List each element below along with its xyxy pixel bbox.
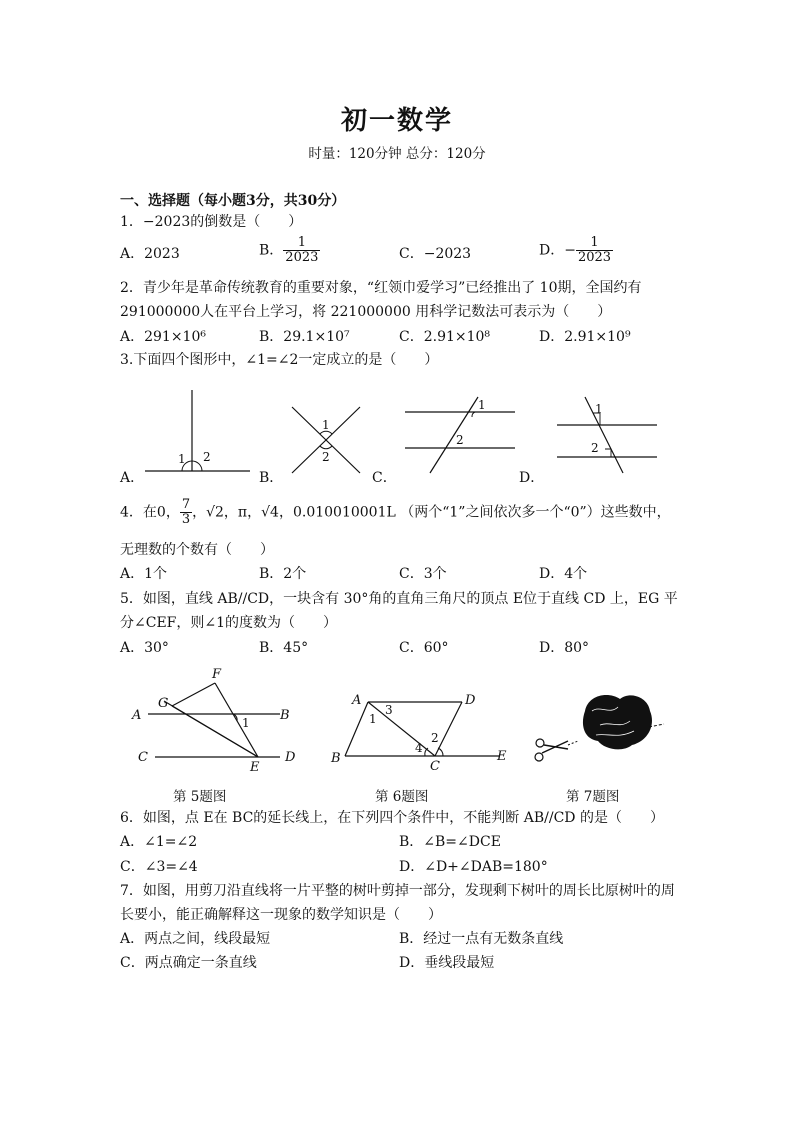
svg-text:F: F: [212, 667, 222, 682]
q7-option-d: D．垂线段最短: [399, 955, 495, 971]
q4-option-d: D．4个: [539, 566, 588, 582]
svg-text:3: 3: [385, 703, 393, 717]
exam-info: 时量：120分钟 总分：120分: [308, 146, 486, 162]
svg-text:E: E: [250, 760, 260, 775]
leaf-icon: [583, 695, 664, 749]
q3-figure-b: [290, 405, 365, 475]
figure-5: [130, 665, 300, 775]
figure-6-caption: 第 6题图: [375, 789, 429, 805]
svg-text:2: 2: [456, 433, 464, 447]
svg-text:D: D: [465, 693, 476, 708]
q1-d-denominator: 2023: [577, 250, 612, 265]
q3-option-a: A．: [120, 470, 145, 486]
figure-6: [325, 690, 515, 775]
svg-text:D: D: [285, 750, 296, 765]
svg-text:G: G: [158, 696, 169, 711]
q1-d-numerator: 1: [576, 236, 613, 251]
q4-frac-denominator: 3: [181, 512, 191, 527]
q4-line1: [120, 498, 671, 527]
q3-stem: 3.下面四个图形中，∠1=∠2一定成立的是（ ）: [120, 352, 439, 368]
q1-option-c: C．−2023: [399, 246, 472, 262]
q5-line1: 5．如图，直线 AB//CD，一块含有 30°角的直角三角尺的顶点 E位于直线 CD 上，EG 平: [120, 591, 678, 607]
q6-option-c: C．∠3=∠4: [120, 859, 198, 875]
svg-text:2: 2: [322, 450, 330, 464]
q2-option-a: A．291×10⁶: [120, 329, 206, 345]
q1-option-b: [259, 236, 320, 265]
q3-option-b: B．: [259, 470, 284, 486]
q4-frac-numerator: 7: [181, 497, 191, 512]
q2-option-c: C．2.91×10⁸: [399, 329, 491, 345]
q7-line2: 长要小，能正确解释这一现象的数学知识是（ ）: [120, 907, 442, 923]
section-heading: 一、选择题（每小题3分，共30分）: [120, 193, 346, 209]
svg-text:A: A: [352, 693, 362, 708]
q6-stem: 6．如图，点 E在 BC的延长线上，在下列四个条件中，不能判断 AB//CD 的是（ ）: [120, 810, 664, 826]
q5-option-a: A．30°: [120, 640, 169, 656]
q5-option-b: B．45°: [259, 640, 309, 656]
q1-option-b-label: B．: [259, 242, 284, 259]
q7-option-b: B．经过一点有无数条直线: [399, 931, 564, 947]
q1-option-d-label: D．−: [539, 242, 576, 259]
svg-text:1: 1: [478, 398, 486, 412]
q4-fraction: [180, 498, 192, 527]
figure-7: [530, 685, 670, 775]
figure-5-caption: 第 5题图: [173, 789, 227, 805]
q4-line1-prefix: 4．在0，: [120, 504, 180, 521]
svg-text:2: 2: [591, 441, 599, 455]
q2-line2: 291000000人在平台上学习，将 221000000 用科学记数法可表示为（ ）: [120, 304, 612, 320]
svg-text:B: B: [331, 751, 341, 766]
q4-line1-suffix: ，√2，π，√4，0.010010001L （两个“1”之间依次多一个“0”）这些数中，: [192, 504, 671, 521]
svg-text:B: B: [280, 708, 290, 723]
figure-7-caption: 第 7题图: [566, 789, 620, 805]
q2-option-d: D．2.91×10⁹: [539, 329, 631, 345]
q6-option-a: A．∠1=∠2: [120, 834, 198, 850]
q3-option-d: D．: [519, 470, 545, 486]
svg-text:1: 1: [369, 712, 377, 726]
q5-option-c: C．60°: [399, 640, 449, 656]
q4-line2: 无理数的个数有（ ）: [120, 542, 274, 558]
svg-text:1: 1: [242, 716, 250, 730]
q1-option-d: [539, 236, 613, 265]
q2-option-b: B．29.1×10⁷: [259, 329, 350, 345]
q3-figure-d: [555, 395, 660, 475]
q2-line1: 2．青少年是革命传统教育的重要对象，“红领巾爱学习”已经推出了 10期，全国约有: [120, 280, 642, 296]
q7-line1: 7．如图，用剪刀沿直线将一片平整的树叶剪掉一部分，发现剩下树叶的周长比原树叶的周: [120, 883, 675, 899]
svg-text:1: 1: [178, 452, 186, 466]
q6-option-b: B．∠B=∠DCE: [399, 834, 501, 850]
q6-option-d: D．∠D+∠DAB=180°: [399, 859, 548, 875]
q4-option-c: C．3个: [399, 566, 447, 582]
q1-option-d-fraction: [576, 236, 613, 265]
svg-text:A: A: [132, 708, 142, 723]
svg-text:C: C: [138, 750, 148, 765]
q1-b-numerator: 1: [283, 236, 320, 251]
q3-option-c: C．: [372, 470, 397, 486]
q7-option-a: A．两点之间，线段最短: [120, 931, 271, 947]
q4-option-b: B．2个: [259, 566, 307, 582]
svg-text:4: 4: [415, 741, 423, 755]
q1-option-a: A．2023: [120, 246, 180, 262]
svg-text:2: 2: [203, 450, 211, 464]
q4-option-a: A．1个: [120, 566, 168, 582]
q5-option-d: D．80°: [539, 640, 590, 656]
scissors-icon: [535, 739, 578, 761]
page-title: 初一数学: [340, 106, 453, 136]
q3-figure-a: [140, 385, 255, 475]
q3-figure-c: [400, 395, 520, 475]
q1-b-denominator: 2023: [285, 250, 319, 265]
svg-text:E: E: [497, 749, 507, 764]
q5-line2: 分∠CEF，则∠1的度数为（ ）: [120, 615, 338, 631]
svg-text:1: 1: [322, 418, 330, 432]
q7-option-c: C．两点确定一条直线: [120, 955, 257, 971]
svg-text:C: C: [430, 759, 440, 774]
q1-stem: 1．−2023的倒数是（ ）: [120, 214, 303, 230]
svg-text:2: 2: [431, 731, 439, 745]
svg-text:1: 1: [595, 402, 603, 416]
q1-option-b-fraction: [283, 236, 320, 265]
